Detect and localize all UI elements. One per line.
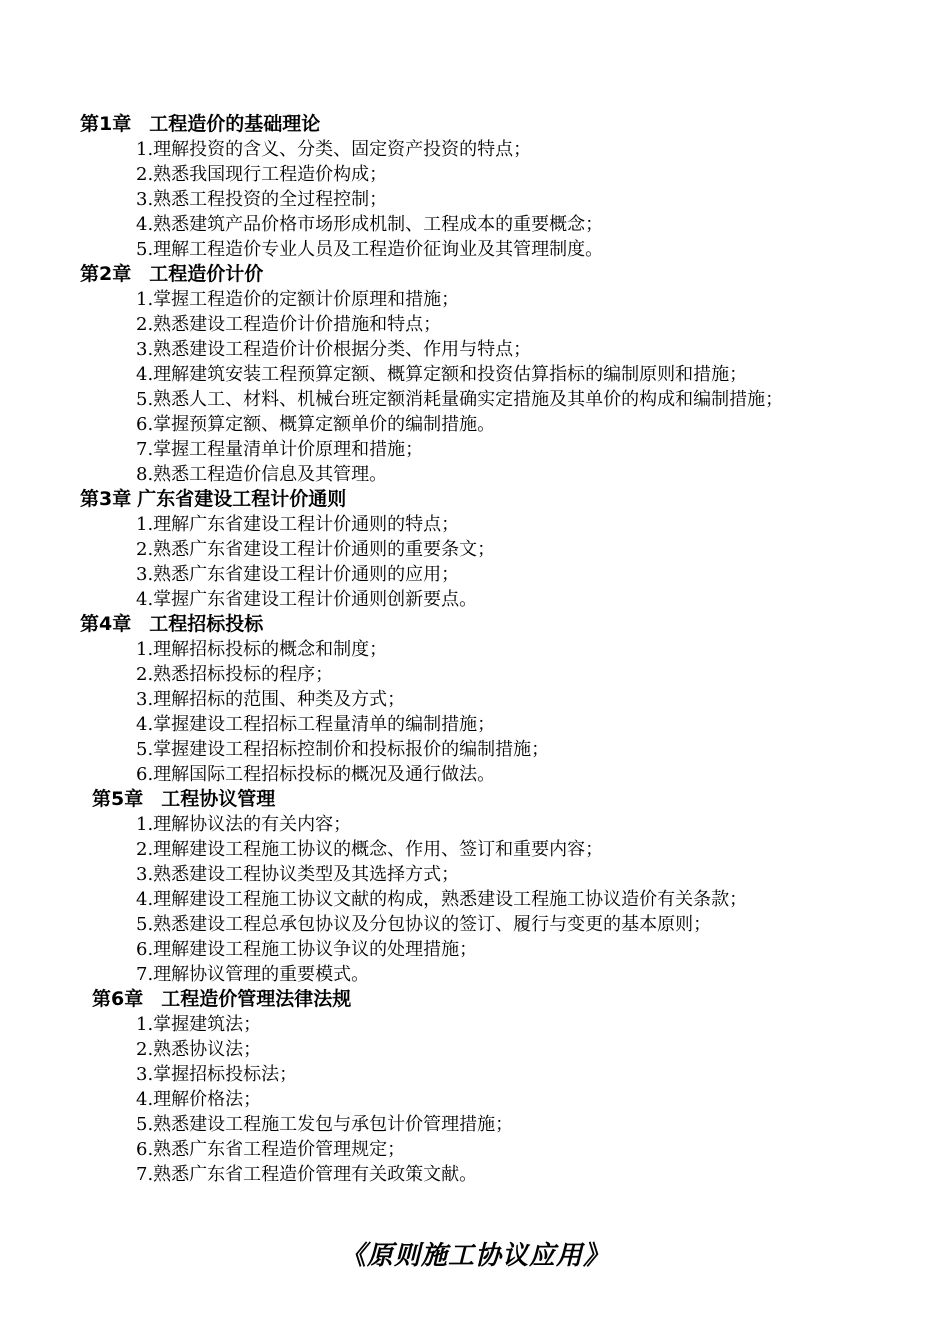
- chapter-heading: [0, 487, 950, 512]
- list-item: 5.掌握建设工程招标控制价和投标报价的编制措施；: [136, 739, 550, 760]
- list-item: 3.掌握招标投标法；: [136, 1064, 298, 1085]
- list-item: 1.理解投资的含义、分类、固定资产投资的特点；: [136, 139, 532, 160]
- chapter-heading: [0, 787, 950, 812]
- chapter-heading: [0, 987, 950, 1012]
- chapter-number: 第4章: [80, 613, 132, 635]
- list-item: 3.理解招标的范围、种类及方式；: [136, 689, 406, 710]
- list-item: 1.理解协议法的有关内容；: [136, 814, 352, 835]
- list-item: 7.掌握工程量清单计价原理和措施；: [136, 439, 424, 460]
- list-item: 3.熟悉建设工程协议类型及其选择方式；: [136, 864, 460, 885]
- document-title: 《原则施工协议应用》: [339, 1241, 610, 1271]
- list-item: 2.熟悉建设工程造价计价措施和特点；: [136, 314, 442, 335]
- list-item: 4.理解建设工程施工协议文献的构成，熟悉建设工程施工协议造价有关条款；: [136, 889, 748, 910]
- chapter-title: 工程招标投标: [149, 613, 264, 635]
- list-item: 4.理解价格法；: [136, 1089, 262, 1110]
- list-item: 7.熟悉广东省工程造价管理有关政策文献。: [136, 1164, 478, 1185]
- chapter-title: 工程造价的基础理论: [149, 113, 321, 135]
- list-item: 6.熟悉广东省工程造价管理规定；: [136, 1139, 406, 1160]
- list-item: 3.熟悉广东省建设工程计价通则的应用；: [136, 564, 460, 585]
- list-item: 3.熟悉建设工程造价计价根据分类、作用与特点；: [136, 339, 532, 360]
- list-item: 1.掌握建筑法；: [136, 1014, 262, 1035]
- list-item: 7.理解协议管理的重要模式。: [136, 964, 370, 985]
- list-item: 2.理解建设工程施工协议的概念、作用、签订和重要内容；: [136, 839, 604, 860]
- chapter-title: 工程造价管理法律法规: [161, 988, 352, 1010]
- list-item: 5.熟悉人工、材料、机械台班定额消耗量确实定措施及其单价的构成和编制措施；: [136, 389, 784, 410]
- list-item: 1.理解招标投标的概念和制度；: [136, 639, 388, 660]
- list-item: 5.理解工程造价专业人员及工程造价征询业及其管理制度。: [136, 239, 604, 260]
- chapter-heading: [0, 612, 950, 637]
- list-item: 1.掌握工程造价的定额计价原理和措施；: [136, 289, 460, 310]
- list-item: 2.熟悉招标投标的程序；: [136, 664, 334, 685]
- list-item: 6.理解国际工程招标投标的概况及通行做法。: [136, 764, 496, 785]
- chapter-number: 第2章: [80, 263, 132, 285]
- list-item: 2.熟悉广东省建设工程计价通则的重要条文；: [136, 539, 496, 560]
- list-item: 6.掌握预算定额、概算定额单价的编制措施。: [136, 414, 496, 435]
- list-item: 3.熟悉工程投资的全过程控制；: [136, 189, 388, 210]
- chapter-number: 第5章: [92, 788, 144, 810]
- list-item: 4.熟悉建筑产品价格市场形成机制、工程成本的重要概念；: [136, 214, 604, 235]
- list-item: 5.熟悉建设工程施工发包与承包计价管理措施；: [136, 1114, 514, 1135]
- list-item: 5.熟悉建设工程总承包协议及分包协议的签订、履行与变更的基本原则；: [136, 914, 712, 935]
- chapter-number: 第3章: [80, 488, 132, 510]
- chapter-title: 工程协议管理: [161, 788, 276, 810]
- chapter-title: 广东省建设工程计价通则: [137, 488, 347, 510]
- chapter-heading: [0, 112, 950, 137]
- chapter-number: 第6章: [92, 988, 144, 1010]
- list-item: 4.掌握广东省建设工程计价通则创新要点。: [136, 589, 478, 610]
- chapter-number: 第1章: [80, 113, 132, 135]
- chapter-heading: [0, 262, 950, 287]
- list-item: 6.理解建设工程施工协议争议的处理措施；: [136, 939, 478, 960]
- syllabus-content: [0, 112, 950, 1187]
- list-item: 4.理解建筑安装工程预算定额、概算定额和投资估算指标的编制原则和措施；: [136, 364, 748, 385]
- list-item: 8.熟悉工程造价信息及其管理。: [136, 464, 388, 485]
- list-item: 4.掌握建设工程招标工程量清单的编制措施；: [136, 714, 496, 735]
- list-item: 2.熟悉我国现行工程造价构成；: [136, 164, 388, 185]
- chapter-title: 工程造价计价: [149, 263, 264, 285]
- list-item: 1.理解广东省建设工程计价通则的特点；: [136, 514, 460, 535]
- list-item: 2.熟悉协议法；: [136, 1039, 262, 1060]
